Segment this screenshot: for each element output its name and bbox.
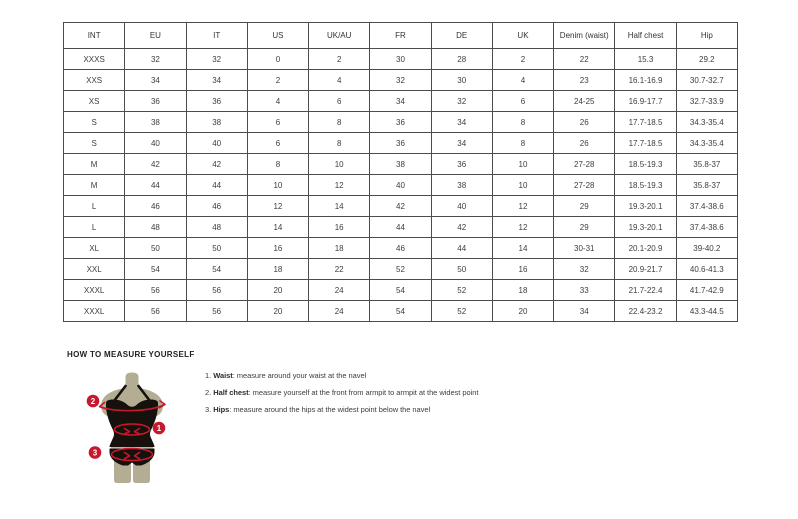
step-text: : measure around the hips at the widest point below the navel — [229, 405, 431, 414]
table-row — [64, 91, 738, 112]
value-cell: 44 — [370, 217, 431, 238]
size-cell: L — [64, 196, 125, 217]
value-cell: 22 — [309, 259, 370, 280]
value-cell: 40 — [186, 133, 247, 154]
value-cell: 22.4-23.2 — [615, 301, 676, 322]
value-cell: 27-28 — [554, 175, 615, 196]
value-cell: 52 — [370, 259, 431, 280]
table-row — [64, 175, 738, 196]
value-cell: 4 — [492, 70, 553, 91]
size-cell: L — [64, 217, 125, 238]
value-cell: 24-25 — [554, 91, 615, 112]
value-cell: 10 — [492, 154, 553, 175]
value-cell: 43.3-44.5 — [676, 301, 737, 322]
value-cell: 52 — [431, 280, 492, 301]
column-header: Hip — [676, 23, 737, 49]
value-cell: 50 — [186, 238, 247, 259]
value-cell: 34 — [370, 91, 431, 112]
value-cell: 56 — [125, 301, 186, 322]
value-cell: 20 — [247, 301, 308, 322]
table-row — [64, 217, 738, 238]
value-cell: 32 — [370, 70, 431, 91]
value-cell: 22 — [554, 49, 615, 70]
value-cell: 36 — [125, 91, 186, 112]
value-cell: 24 — [309, 280, 370, 301]
column-header: EU — [125, 23, 186, 49]
value-cell: 34 — [431, 112, 492, 133]
badge-2-label: 2 — [90, 396, 96, 406]
value-cell: 16 — [309, 217, 370, 238]
value-cell: 12 — [309, 175, 370, 196]
column-header: DE — [431, 23, 492, 49]
step-label: Hips — [213, 405, 230, 414]
value-cell: 36 — [370, 133, 431, 154]
value-cell: 42 — [186, 154, 247, 175]
value-cell: 56 — [186, 301, 247, 322]
column-header: UK/AU — [309, 23, 370, 49]
size-cell: XS — [64, 91, 125, 112]
value-cell: 20 — [247, 280, 308, 301]
value-cell: 18 — [492, 280, 553, 301]
value-cell: 10 — [247, 175, 308, 196]
value-cell: 56 — [186, 280, 247, 301]
value-cell: 34 — [431, 133, 492, 154]
value-cell: 48 — [125, 217, 186, 238]
size-cell: M — [64, 154, 125, 175]
table-row — [64, 49, 738, 70]
step-text: : measure yourself at the front from armpit to armpit at the widest point — [248, 388, 479, 397]
size-cell: XXL — [64, 259, 125, 280]
value-cell: 54 — [370, 280, 431, 301]
table-row — [64, 196, 738, 217]
table-row — [64, 280, 738, 301]
value-cell: 42 — [125, 154, 186, 175]
size-cell: S — [64, 133, 125, 154]
value-cell: 32 — [554, 259, 615, 280]
measure-heading: HOW TO MEASURE YOURSELF — [67, 350, 195, 359]
value-cell: 29 — [554, 217, 615, 238]
value-cell: 38 — [125, 112, 186, 133]
value-cell: 39-40.2 — [676, 238, 737, 259]
value-cell: 16 — [247, 238, 308, 259]
measure-step — [205, 367, 478, 384]
value-cell: 2 — [247, 70, 308, 91]
value-cell: 50 — [125, 238, 186, 259]
step-number: 1. — [205, 371, 214, 380]
value-cell: 30 — [370, 49, 431, 70]
value-cell: 36 — [370, 112, 431, 133]
measure-step — [205, 384, 478, 401]
value-cell: 8 — [309, 112, 370, 133]
step-number: 2. — [205, 388, 214, 397]
value-cell: 41.7-42.9 — [676, 280, 737, 301]
value-cell: 42 — [431, 217, 492, 238]
mannequin-icon — [84, 370, 168, 483]
column-header: IT — [186, 23, 247, 49]
value-cell: 34 — [125, 70, 186, 91]
value-cell: 54 — [125, 259, 186, 280]
value-cell: 0 — [247, 49, 308, 70]
size-cell: XXXL — [64, 280, 125, 301]
size-chart-header — [64, 23, 738, 49]
value-cell: 28 — [431, 49, 492, 70]
value-cell: 52 — [431, 301, 492, 322]
column-header: Denim (waist) — [554, 23, 615, 49]
value-cell: 17.7-18.5 — [615, 133, 676, 154]
table-row — [64, 259, 738, 280]
measure-step — [205, 401, 478, 418]
value-cell: 38 — [370, 154, 431, 175]
value-cell: 24 — [309, 301, 370, 322]
value-cell: 35.8-37 — [676, 154, 737, 175]
value-cell: 56 — [125, 280, 186, 301]
value-cell: 12 — [492, 217, 553, 238]
size-cell: XXS — [64, 70, 125, 91]
size-cell: M — [64, 175, 125, 196]
value-cell: 40 — [370, 175, 431, 196]
size-cell: XXXS — [64, 49, 125, 70]
value-cell: 44 — [125, 175, 186, 196]
step-text: : measure around your waist at the navel — [232, 371, 367, 380]
size-cell: XXXL — [64, 301, 125, 322]
value-cell: 33 — [554, 280, 615, 301]
value-cell: 15.3 — [615, 49, 676, 70]
value-cell: 8 — [492, 112, 553, 133]
step-label: Waist — [213, 371, 233, 380]
badge-3-label: 3 — [92, 448, 98, 458]
value-cell: 19.3-20.1 — [615, 196, 676, 217]
value-cell: 48 — [186, 217, 247, 238]
size-chart-table — [63, 22, 738, 322]
step-number: 3. — [205, 405, 214, 414]
value-cell: 10 — [492, 175, 553, 196]
value-cell: 6 — [309, 91, 370, 112]
value-cell: 16.9-17.7 — [615, 91, 676, 112]
value-cell: 34 — [554, 301, 615, 322]
value-cell: 6 — [247, 112, 308, 133]
value-cell: 32 — [186, 49, 247, 70]
value-cell: 12 — [492, 196, 553, 217]
value-cell: 30-31 — [554, 238, 615, 259]
value-cell: 54 — [186, 259, 247, 280]
value-cell: 8 — [309, 133, 370, 154]
table-row — [64, 301, 738, 322]
table-row — [64, 238, 738, 259]
value-cell: 38 — [186, 112, 247, 133]
value-cell: 27-28 — [554, 154, 615, 175]
table-row — [64, 70, 738, 91]
value-cell: 46 — [186, 196, 247, 217]
column-header: Half chest — [615, 23, 676, 49]
column-header: FR — [370, 23, 431, 49]
value-cell: 20.9-21.7 — [615, 259, 676, 280]
measure-steps — [205, 367, 478, 418]
value-cell: 38 — [431, 175, 492, 196]
value-cell: 4 — [309, 70, 370, 91]
value-cell: 46 — [370, 238, 431, 259]
value-cell: 32.7-33.9 — [676, 91, 737, 112]
value-cell: 40.6-41.3 — [676, 259, 737, 280]
value-cell: 16.1-16.9 — [615, 70, 676, 91]
badge-1-label: 1 — [156, 423, 162, 433]
value-cell: 44 — [186, 175, 247, 196]
value-cell: 26 — [554, 133, 615, 154]
table-row — [64, 133, 738, 154]
value-cell: 37.4-38.6 — [676, 196, 737, 217]
value-cell: 8 — [492, 133, 553, 154]
value-cell: 36 — [431, 154, 492, 175]
value-cell: 32 — [125, 49, 186, 70]
value-cell: 36 — [186, 91, 247, 112]
value-cell: 14 — [309, 196, 370, 217]
measurement-figure — [84, 370, 168, 483]
value-cell: 40 — [125, 133, 186, 154]
table-row — [64, 154, 738, 175]
value-cell: 2 — [492, 49, 553, 70]
value-cell: 19.3-20.1 — [615, 217, 676, 238]
value-cell: 4 — [247, 91, 308, 112]
value-cell: 35.8-37 — [676, 175, 737, 196]
value-cell: 44 — [431, 238, 492, 259]
size-cell: XL — [64, 238, 125, 259]
column-header: UK — [492, 23, 553, 49]
value-cell: 32 — [431, 91, 492, 112]
value-cell: 21.7-22.4 — [615, 280, 676, 301]
value-cell: 20.1-20.9 — [615, 238, 676, 259]
value-cell: 29.2 — [676, 49, 737, 70]
table-row — [64, 112, 738, 133]
size-cell: S — [64, 112, 125, 133]
value-cell: 6 — [247, 133, 308, 154]
value-cell: 8 — [247, 154, 308, 175]
header-row — [64, 23, 738, 49]
value-cell: 29 — [554, 196, 615, 217]
value-cell: 30 — [431, 70, 492, 91]
value-cell: 42 — [370, 196, 431, 217]
column-header: US — [247, 23, 308, 49]
mannequin-neck — [126, 373, 139, 391]
value-cell: 10 — [309, 154, 370, 175]
value-cell: 6 — [492, 91, 553, 112]
value-cell: 16 — [492, 259, 553, 280]
size-chart-body — [64, 49, 738, 322]
value-cell: 46 — [125, 196, 186, 217]
value-cell: 23 — [554, 70, 615, 91]
value-cell: 17.7-18.5 — [615, 112, 676, 133]
value-cell: 30.7-32.7 — [676, 70, 737, 91]
value-cell: 18.5-19.3 — [615, 154, 676, 175]
step-label: Half chest — [213, 388, 249, 397]
value-cell: 37.4-38.6 — [676, 217, 737, 238]
value-cell: 14 — [247, 217, 308, 238]
value-cell: 12 — [247, 196, 308, 217]
column-header: INT — [64, 23, 125, 49]
value-cell: 54 — [370, 301, 431, 322]
value-cell: 2 — [309, 49, 370, 70]
value-cell: 50 — [431, 259, 492, 280]
value-cell: 34.3-35.4 — [676, 133, 737, 154]
value-cell: 18.5-19.3 — [615, 175, 676, 196]
value-cell: 18 — [309, 238, 370, 259]
value-cell: 14 — [492, 238, 553, 259]
value-cell: 20 — [492, 301, 553, 322]
value-cell: 18 — [247, 259, 308, 280]
value-cell: 34 — [186, 70, 247, 91]
value-cell: 26 — [554, 112, 615, 133]
value-cell: 34.3-35.4 — [676, 112, 737, 133]
value-cell: 40 — [431, 196, 492, 217]
